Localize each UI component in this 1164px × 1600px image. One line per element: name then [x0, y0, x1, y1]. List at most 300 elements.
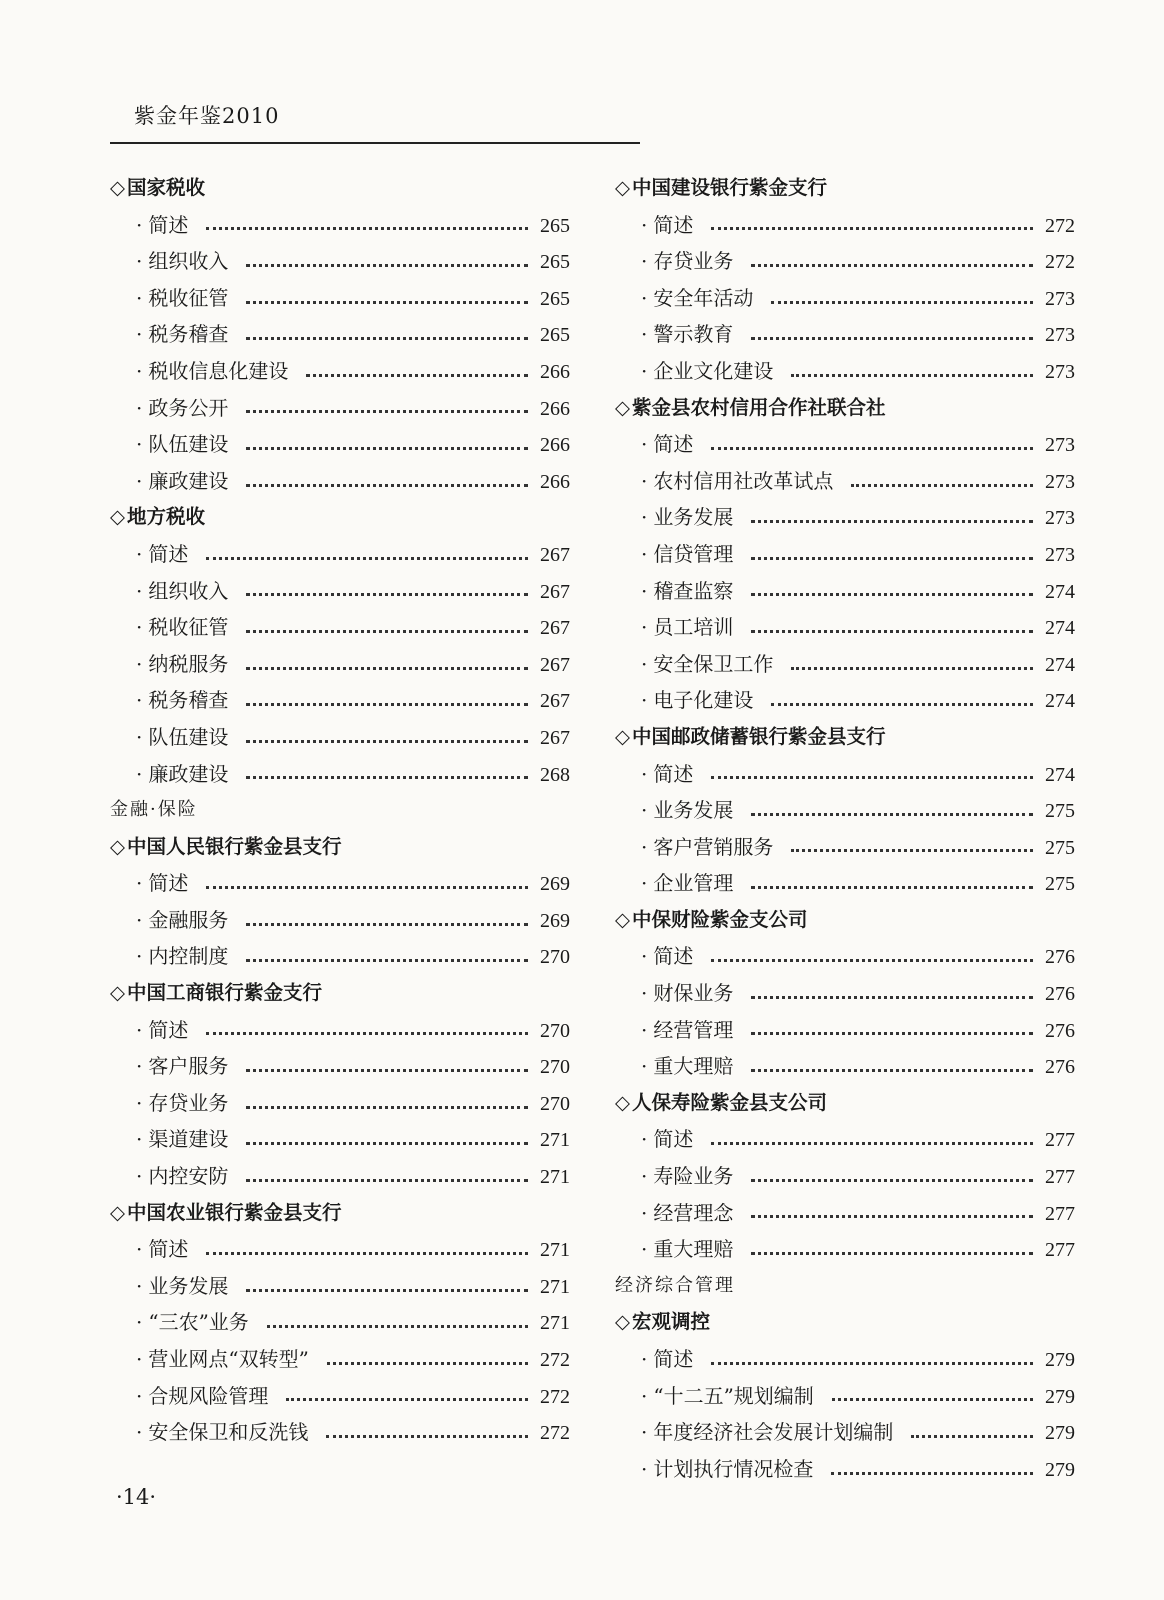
toc-entry: [110, 1048, 570, 1085]
entry-title: 员工培训: [653, 615, 734, 640]
toc-entry: [615, 1231, 1075, 1268]
entry-title: 简述: [148, 541, 189, 566]
section-title: 中国邮政储蓄银行紫金县支行: [632, 724, 886, 748]
entry-page-number: 270: [540, 1019, 570, 1042]
entry-title: 合规风险管理: [148, 1383, 269, 1408]
bullet-icon: ·: [641, 432, 648, 457]
entry-page-number: 269: [540, 909, 570, 932]
toc-entry: [615, 829, 1075, 866]
bullet-icon: ·: [136, 578, 143, 603]
section-heading: [615, 1304, 1075, 1341]
section-heading: [615, 1085, 1075, 1122]
diamond-icon: ◇: [615, 176, 630, 199]
entry-title: 农村信用社改革试点: [653, 468, 834, 493]
dot-leader: [751, 813, 1033, 816]
bullet-icon: ·: [136, 1273, 143, 1298]
bullet-icon: ·: [136, 1237, 143, 1262]
dot-leader: [206, 227, 528, 230]
dot-leader: [206, 557, 528, 560]
toc-entry: [615, 1378, 1075, 1415]
diamond-icon: ◇: [110, 834, 125, 858]
toc-entry: [110, 1304, 570, 1341]
bullet-icon: ·: [136, 615, 143, 640]
header-rule: [110, 142, 640, 144]
dot-leader: [246, 447, 528, 450]
section-title: 中国农业银行紫金县支行: [127, 1200, 342, 1224]
toc-entry: [110, 426, 570, 463]
bullet-icon: ·: [641, 505, 648, 530]
dot-leader: [791, 849, 1033, 852]
entry-title: 重大理赔: [653, 1054, 734, 1079]
bullet-icon: ·: [136, 395, 143, 420]
entry-page-number: 271: [540, 1312, 570, 1335]
dot-leader: [206, 1032, 528, 1035]
toc-entry: [110, 1231, 570, 1268]
bullet-icon: ·: [136, 1127, 143, 1152]
entry-title: 简述: [148, 871, 189, 896]
section-title: 中国工商银行紫金支行: [127, 981, 323, 1005]
bullet-icon: ·: [641, 1420, 648, 1445]
entry-title: 企业管理: [653, 871, 734, 896]
entry-title: 廉政建设: [148, 761, 229, 786]
dot-leader: [246, 1179, 528, 1182]
dot-leader: [327, 1362, 528, 1365]
dot-leader: [751, 886, 1033, 889]
toc-entry: [615, 463, 1075, 500]
bullet-icon: ·: [641, 651, 648, 676]
toc-column-right: [615, 170, 1075, 1487]
entry-page-number: 271: [540, 1129, 570, 1152]
bullet-icon: ·: [136, 651, 143, 676]
dot-leader: [751, 1069, 1033, 1072]
diamond-icon: ◇: [615, 395, 630, 419]
section-heading: [110, 1195, 570, 1232]
toc-entry: [110, 646, 570, 683]
entry-title: 税收征管: [148, 615, 229, 640]
dot-leader: [206, 886, 528, 889]
dot-leader: [246, 776, 528, 779]
entry-page-number: 265: [540, 324, 570, 347]
dot-leader: [246, 740, 528, 743]
dot-leader: [246, 410, 528, 413]
entry-page-number: 276: [1045, 983, 1075, 1006]
entry-title: 重大理赔: [653, 1237, 734, 1262]
entry-title: 廉政建设: [148, 468, 229, 493]
entry-page-number: 266: [540, 360, 570, 383]
dot-leader: [791, 374, 1033, 377]
entry-page-number: 271: [540, 1275, 570, 1298]
dot-leader: [831, 1472, 1033, 1475]
dot-leader: [246, 1106, 528, 1109]
entry-title: 税收征管: [148, 285, 229, 310]
entry-title: 稽查监察: [653, 578, 734, 603]
bullet-icon: ·: [136, 1054, 143, 1079]
section-title: 地方税收: [127, 505, 206, 529]
toc-entry: [110, 865, 570, 902]
bullet-icon: ·: [136, 1017, 143, 1042]
toc-entry: [615, 756, 1075, 793]
toc-entry: [615, 1195, 1075, 1232]
entry-page-number: 274: [1045, 580, 1075, 603]
bullet-icon: ·: [641, 1383, 648, 1408]
toc-entry: [110, 316, 570, 353]
bullet-icon: ·: [641, 871, 648, 896]
bullet-icon: ·: [136, 688, 143, 713]
toc-entry: [110, 1121, 570, 1158]
entry-title: 信贷管理: [653, 541, 734, 566]
entry-title: 简述: [148, 1017, 189, 1042]
toc-entry: [110, 207, 570, 244]
toc-entry: [110, 1085, 570, 1122]
dot-leader: [771, 703, 1033, 706]
entry-page-number: 271: [540, 1239, 570, 1262]
toc-entry: [110, 609, 570, 646]
diamond-icon: ◇: [110, 176, 125, 199]
entry-page-number: 273: [1045, 507, 1075, 530]
entry-page-number: 274: [1045, 763, 1075, 786]
section-heading: [615, 390, 1075, 427]
bullet-icon: ·: [136, 212, 143, 237]
dot-leader: [751, 1215, 1033, 1218]
entry-page-number: 268: [540, 763, 570, 786]
entry-title: 纳税服务: [148, 651, 229, 676]
dot-leader: [206, 1252, 528, 1255]
toc-entry: [615, 792, 1075, 829]
entry-page-number: 273: [1045, 543, 1075, 566]
entry-page-number: 267: [540, 690, 570, 713]
section-title: 紫金县农村信用合作社联合社: [632, 395, 886, 419]
diamond-icon: ◇: [110, 1200, 125, 1224]
dot-leader: [246, 337, 528, 340]
toc-entry: [110, 1012, 570, 1049]
entry-title: 政务公开: [148, 395, 229, 420]
section-title: 宏观调控: [632, 1310, 711, 1334]
bullet-icon: ·: [641, 1237, 648, 1262]
entry-page-number: 267: [540, 543, 570, 566]
toc-entry: [615, 1158, 1075, 1195]
bullet-icon: ·: [136, 1164, 143, 1189]
category-heading: 经济综合管理: [615, 1274, 735, 1296]
entry-title: “十二五”规划编制: [653, 1383, 814, 1408]
dot-leader: [791, 667, 1033, 670]
bullet-icon: ·: [136, 1310, 143, 1335]
entry-title: 金融服务: [148, 907, 229, 932]
bullet-icon: ·: [136, 249, 143, 274]
entry-title: 简述: [653, 1127, 694, 1152]
dot-leader: [751, 630, 1033, 633]
dot-leader: [911, 1435, 1033, 1438]
entry-title: 营业网点“双转型”: [148, 1347, 309, 1371]
toc-entry: [615, 1121, 1075, 1158]
dot-leader: [267, 1325, 528, 1328]
toc-entry: [110, 1158, 570, 1195]
category-heading: 金融·保险: [110, 799, 198, 821]
dot-leader: [851, 484, 1033, 487]
entry-page-number: 266: [540, 434, 570, 457]
dot-leader: [711, 1142, 1033, 1145]
section-title: 中保财险紫金支公司: [632, 907, 808, 931]
dot-leader: [711, 959, 1033, 962]
toc-entry: [615, 353, 1075, 390]
toc-entry: [110, 1378, 570, 1415]
page-header-title: 紫金年鉴2010: [134, 104, 280, 128]
entry-page-number: 272: [540, 1385, 570, 1408]
dot-leader: [751, 1032, 1033, 1035]
entry-title: 简述: [653, 212, 694, 237]
entry-page-number: 271: [540, 1166, 570, 1189]
dot-leader: [246, 630, 528, 633]
diamond-icon: ◇: [615, 724, 630, 748]
entry-title: 财保业务: [653, 981, 734, 1006]
dot-leader: [246, 1142, 528, 1145]
bullet-icon: ·: [136, 322, 143, 347]
bullet-icon: ·: [136, 944, 143, 969]
entry-page-number: 279: [1045, 1349, 1075, 1371]
entry-title: 简述: [148, 1237, 189, 1262]
dot-leader: [246, 1069, 528, 1072]
diamond-icon: ◇: [615, 907, 630, 931]
section-title: 人保寿险紫金县支公司: [632, 1090, 828, 1114]
diamond-icon: ◇: [110, 505, 125, 529]
entry-page-number: 273: [1045, 470, 1075, 493]
entry-title: 简述: [653, 944, 694, 969]
entry-page-number: 272: [1045, 251, 1075, 274]
bullet-icon: ·: [641, 1017, 648, 1042]
page-number: ·14·: [116, 1485, 157, 1509]
entry-title: 队伍建设: [148, 724, 229, 749]
bullet-icon: ·: [641, 578, 648, 603]
entry-title: 简述: [148, 212, 189, 237]
entry-title: 简述: [653, 761, 694, 786]
entry-page-number: 277: [1045, 1166, 1075, 1189]
entry-title: 内控安防: [148, 1164, 229, 1189]
bullet-icon: ·: [136, 1090, 143, 1115]
dot-leader: [246, 703, 528, 706]
entry-title: 简述: [653, 1347, 694, 1371]
diamond-icon: ◇: [615, 1090, 630, 1114]
entry-page-number: 265: [540, 214, 570, 237]
entry-page-number: 266: [540, 470, 570, 493]
entry-page-number: 277: [1045, 1239, 1075, 1262]
entry-title: 组织收入: [148, 578, 229, 603]
bullet-icon: ·: [136, 468, 143, 493]
entry-page-number: 270: [540, 946, 570, 969]
dot-leader: [751, 557, 1033, 560]
bullet-icon: ·: [641, 798, 648, 823]
dot-leader: [832, 1398, 1033, 1401]
dot-leader: [711, 1362, 1033, 1365]
entry-page-number: 277: [1045, 1202, 1075, 1225]
bullet-icon: ·: [641, 761, 648, 786]
section-heading: [110, 975, 570, 1012]
bullet-icon: ·: [641, 1164, 648, 1189]
dot-leader: [286, 1398, 528, 1401]
toc-entry: [615, 865, 1075, 902]
entry-title: 安全年活动: [653, 285, 754, 310]
bullet-icon: ·: [136, 432, 143, 457]
bullet-icon: ·: [136, 541, 143, 566]
entry-page-number: 270: [540, 1056, 570, 1079]
toc-entry: [110, 573, 570, 610]
toc-entry: [615, 1414, 1075, 1451]
toc-entry: [110, 1414, 570, 1451]
bullet-icon: ·: [641, 1127, 648, 1152]
entry-page-number: 277: [1045, 1129, 1075, 1152]
entry-page-number: 272: [540, 1349, 570, 1371]
entry-title: 客户营销服务: [653, 834, 774, 859]
entry-title: 税务稽查: [148, 322, 229, 347]
bullet-icon: ·: [136, 1420, 143, 1445]
toc-entry: [110, 536, 570, 573]
entry-page-number: 267: [540, 726, 570, 749]
dot-leader: [306, 374, 528, 377]
entry-page-number: 267: [540, 653, 570, 676]
dot-leader: [246, 593, 528, 596]
diamond-icon: ◇: [110, 981, 125, 1005]
bullet-icon: ·: [136, 871, 143, 896]
entry-title: 年度经济社会发展计划编制: [653, 1420, 894, 1445]
entry-title: 业务发展: [148, 1273, 229, 1298]
section-heading: [615, 719, 1075, 756]
dot-leader: [246, 1289, 528, 1292]
bullet-icon: ·: [641, 249, 648, 274]
entry-title: 队伍建设: [148, 432, 229, 457]
toc-entry: [615, 1341, 1075, 1378]
entry-title: 简述: [653, 432, 694, 457]
toc-entry: [615, 316, 1075, 353]
entry-title: “三农”业务: [148, 1310, 249, 1335]
entry-title: 警示教育: [653, 322, 734, 347]
section-title: 中国建设银行紫金支行: [632, 176, 828, 199]
toc-entry: [615, 646, 1075, 683]
entry-title: 存贷业务: [653, 249, 734, 274]
entry-title: 组织收入: [148, 249, 229, 274]
entry-page-number: 279: [1045, 1422, 1075, 1445]
entry-title: 安全保卫工作: [653, 651, 774, 676]
entry-page-number: 267: [540, 580, 570, 603]
toc-column-left: [110, 170, 570, 1451]
entry-page-number: 276: [1045, 1056, 1075, 1079]
toc-entry: [615, 243, 1075, 280]
bullet-icon: ·: [641, 468, 648, 493]
dot-leader: [751, 996, 1033, 999]
entry-title: 渠道建设: [148, 1127, 229, 1152]
entry-page-number: 276: [1045, 946, 1075, 969]
dot-leader: [246, 484, 528, 487]
bullet-icon: ·: [136, 907, 143, 932]
entry-page-number: 270: [540, 1092, 570, 1115]
dot-leader: [326, 1435, 528, 1438]
bullet-icon: ·: [641, 285, 648, 310]
bullet-icon: ·: [641, 212, 648, 237]
entry-title: 寿险业务: [653, 1164, 734, 1189]
entry-page-number: 272: [1045, 214, 1075, 237]
entry-title: 客户服务: [148, 1054, 229, 1079]
bullet-icon: ·: [136, 358, 143, 383]
entry-page-number: 273: [1045, 360, 1075, 383]
entry-title: 经营理念: [653, 1200, 734, 1225]
entry-title: 企业文化建设: [653, 358, 774, 383]
bullet-icon: ·: [641, 1054, 648, 1079]
entry-page-number: 275: [1045, 873, 1075, 896]
dot-leader: [246, 959, 528, 962]
section-heading: [615, 902, 1075, 939]
entry-page-number: 279: [1045, 1458, 1075, 1481]
entry-page-number: 274: [1045, 690, 1075, 713]
diamond-icon: ◇: [615, 1310, 630, 1334]
bullet-icon: ·: [641, 834, 648, 859]
toc-entry: [615, 280, 1075, 317]
entry-page-number: 274: [1045, 653, 1075, 676]
toc-entry: [615, 938, 1075, 975]
toc-entry: [110, 938, 570, 975]
toc-entry: [110, 902, 570, 939]
dot-leader: [711, 227, 1033, 230]
entry-title: 计划执行情况检查: [653, 1456, 814, 1481]
entry-title: 业务发展: [653, 505, 734, 530]
bullet-icon: ·: [641, 944, 648, 969]
entry-title: 存贷业务: [148, 1090, 229, 1115]
entry-page-number: 267: [540, 617, 570, 640]
entry-title: 安全保卫和反洗钱: [148, 1420, 309, 1445]
bullet-icon: ·: [641, 981, 648, 1006]
toc-entry: [110, 1341, 570, 1378]
toc-entry: [615, 1048, 1075, 1085]
section-title: 中国人民银行紫金县支行: [127, 834, 342, 858]
dot-leader: [246, 264, 528, 267]
toc-entry: [615, 1012, 1075, 1049]
entry-title: 内控制度: [148, 944, 229, 969]
bullet-icon: ·: [136, 761, 143, 786]
toc-entry: [615, 609, 1075, 646]
bullet-icon: ·: [641, 1200, 648, 1225]
dot-leader: [246, 301, 528, 304]
dot-leader: [751, 1179, 1033, 1182]
bullet-icon: ·: [641, 688, 648, 713]
entry-page-number: 274: [1045, 617, 1075, 640]
bullet-icon: ·: [641, 1456, 648, 1481]
entry-page-number: 273: [1045, 434, 1075, 457]
toc-entry: [110, 280, 570, 317]
bullet-icon: ·: [641, 615, 648, 640]
dot-leader: [771, 301, 1033, 304]
toc-entry: [615, 975, 1075, 1012]
dot-leader: [751, 520, 1033, 523]
toc-entry: [615, 682, 1075, 719]
entry-page-number: 275: [1045, 800, 1075, 823]
entry-page-number: 273: [1045, 287, 1075, 310]
toc-entry: [110, 682, 570, 719]
entry-page-number: 279: [1045, 1385, 1075, 1408]
entry-title: 税务稽查: [148, 688, 229, 713]
toc-entry: [615, 536, 1075, 573]
entry-title: 税收信息化建设: [148, 358, 289, 383]
entry-page-number: 269: [540, 873, 570, 896]
dot-leader: [246, 923, 528, 926]
entry-title: 电子化建设: [653, 688, 754, 713]
dot-leader: [751, 1252, 1033, 1255]
bullet-icon: ·: [136, 285, 143, 310]
entry-page-number: 275: [1045, 836, 1075, 859]
entry-page-number: 276: [1045, 1019, 1075, 1042]
toc-entry: [615, 207, 1075, 244]
dot-leader: [751, 337, 1033, 340]
entry-page-number: 265: [540, 251, 570, 274]
section-heading: [110, 170, 570, 207]
section-title: 国家税收: [127, 176, 206, 199]
bullet-icon: ·: [136, 724, 143, 749]
section-heading: [615, 170, 1075, 207]
